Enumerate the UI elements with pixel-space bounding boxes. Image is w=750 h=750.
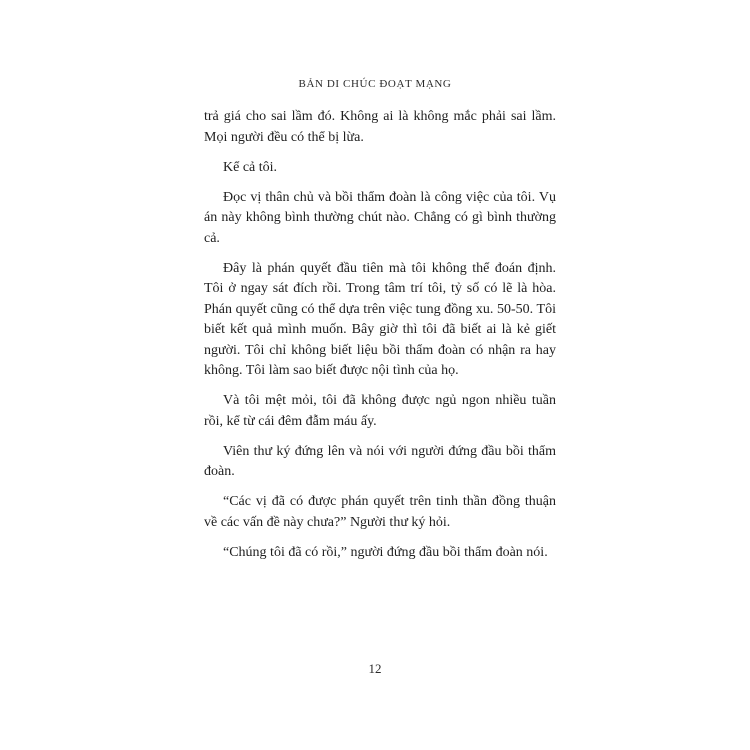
paragraph-2: Kể cả tôi. bbox=[223, 159, 278, 175]
paragraph-7: “Các vị đã có được phán quyết trên tinh thần đồng thuận về các vấn đề này chưa?” Người thư ký hỏi. bbox=[204, 494, 556, 530]
paragraph-1: trả giá cho sai lầm đó. Không ai là không mắc phải sai lầm. Mọi người đều có thể bị lừa. bbox=[204, 109, 556, 145]
paragraph-4: Đây là phán quyết đầu tiên mà tôi không thể đoán định. Tôi ở ngay sát đích rồi. Trong tâm trí tôi, tỷ số có lẽ là hòa. Phán quyết cũng có thể dựa trên việc tung đồng xu. 50-50. Tôi biết kết quả mình muốn. Bây giờ thì tôi đã biết ai là kẻ giết người. Tôi chỉ không biết liệu bồi thẩm đoàn có nhận ra hay không. Tôi làm sao biết được nội tình của họ. bbox=[204, 260, 556, 378]
paragraph-3: Đọc vị thân chủ và bồi thẩm đoàn là công việc của tôi. Vụ án này không bình thường chút nào. Chẳng có gì bình thường cả. bbox=[204, 189, 556, 246]
paragraph-6: Viên thư ký đứng lên và nói với người đứng đầu bồi thẩm đoàn. bbox=[204, 443, 556, 479]
paragraph-5: Và tôi mệt mỏi, tôi đã không được ngủ ngon nhiều tuần rồi, kể từ cái đêm đẫm máu ấy. bbox=[204, 393, 556, 429]
body-text bbox=[204, 107, 556, 573]
page-number: 12 bbox=[368, 661, 382, 676]
running-head: BẢN DI CHÚC ĐOẠT MẠNG bbox=[298, 78, 452, 90]
paragraph-8: “Chúng tôi đã có rồi,” người đứng đầu bồi thẩm đoàn nói. bbox=[223, 544, 548, 560]
